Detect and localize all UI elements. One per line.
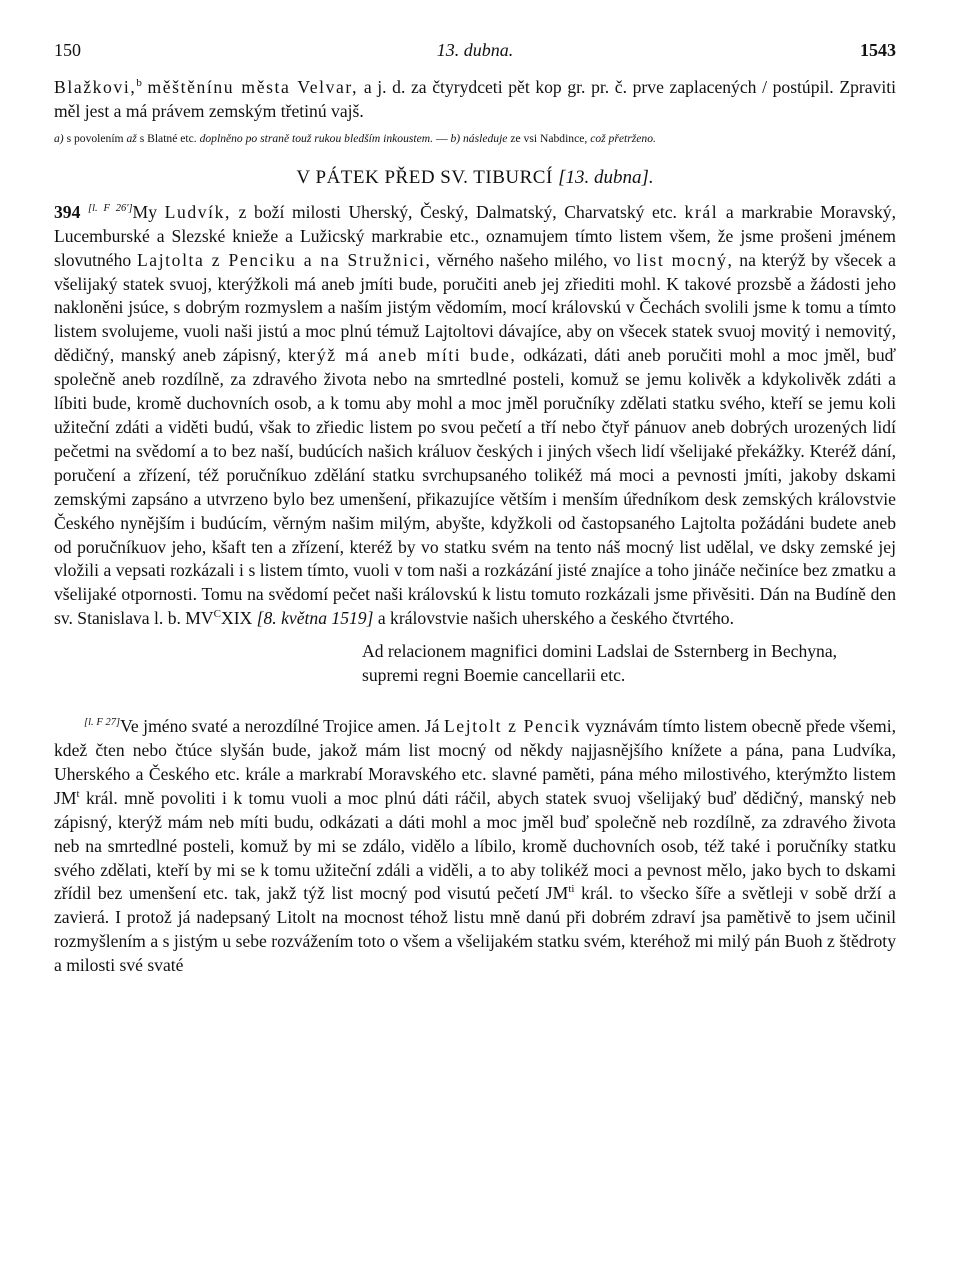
relacio-note: Ad relacionem magnifici domini Ladslai de Ssternberg in Bechyna, supremi regni Boemie cancellarii etc.	[362, 641, 838, 686]
continued-paragraph: Blažkovi,$^b$ měštěnínu města Velvar, a j. d. za čtyrydceti pět kop gr. pr. č. prve zaplacených / postúpil. Zpraviti měl jest a má právem zemským třetinú vajš.	[54, 77, 896, 121]
document-lejtolt: [l. F 27]Ve jméno svaté a nerozdílné Trojice amen. Já Lejtolt z Pencik vyznávám tímto listem obecně předе všemi, kdež čten nebo čtúce slyšán bude, jakož mám list mocný od někdy najjasnějšího knížete a pána, pana Ludvíka, Uherského a Českého etc. krále a markrabí Moravského etc. slavné paměti, pána mého milostivého, kterýmžto listem $JM^t$ král. mně povoliti i k tomu vuoli a moc plnú dáti ráčil, abych statek svuoj všelijaký buď dědičný, manský neb zápisný, kterýž mám neb míti budu, odkázati a dáti mohl a moc jměl buď společně neb rozdílně, za zdravého života neb na smrtedlné posteli, komuž by mi se zdálo, vidělo a líbilo, kromě duchovních osob, též také i poručníky statku svého zdělati, kteří by mi se k tomu užiteční zdáli a viděli, a to aby tolikéž moci a pevnost mělo, jako bych to dskami zřídil bez umenšení etc. tak, jakž týž list mocný pod visutú pečetí $JM^{ti}$ král. to všecko šíře a světleji v sobě drží a zavierá. I protož já nadepsaný Litolt na mocnost téhož listu mně danú při dobrém zdraví jsa pamětivě to jsem učinil rozmyšlením a s jistým u sebe rozvážením toto o všem a všelijakém statku svém, kteréhož mi milý pán Buoh z štědroty a milosti své svaté	[54, 716, 897, 976]
folio-ref-2: [l. F 27]	[84, 717, 121, 729]
section-heading: V PÁTEK PŘED SV. TIBURCÍ [13. dubna].	[296, 166, 654, 188]
note-ref-b: b	[136, 77, 142, 90]
footnotes: a) s povolením až s Blatné etc. doplněno po straně touž rukou bledším inkoustem. — b) následuje ze vsi Nabdince, což přetrženo.	[54, 131, 656, 145]
page-year: 1543	[860, 40, 896, 60]
page-number: 150	[54, 40, 81, 60]
folio-ref: [l. F 26']	[88, 202, 133, 214]
document-page	[54, 40, 896, 978]
document-number: 394	[54, 201, 81, 222]
document-394: 394 [l. F 26']My Ludvík, z boží milosti Uherský, Český, Dalmatský, Charvatský etc. král a markrabie Moravský, Lucemburské a Slezské knieže a Lužicský markrabie etc., oznamujem tímto listem všem, že jsme prošeni jménem slovutného Lajtolta z Penciku a na Stružnici, věrného našeho milého, vo list mocný, na kterýž by všecek a všelijaký statek svuoj, kterýžkoli má aneb jmíti bude, poručiti aneb jej zřiediti mohl. K takové prozsbě a žádosti jeho nakloněni jsúce, s dobrým rozmyslem a naším jistým vědomím, mocí královskú v Čechách svolili jsme k tomu a tímto listem svolujeme, vuoli naši jistú a moc plnú témuž Lajtoltovi dávajíce, aby on všecek statek svuoj movitý i nemovitý, dědičný, manský aneb zápisný, kterýž má aneb míti bude, odkázati, dáti aneb poručiti mohl a moc jměl, buď společně aneb rozdílně, za zdravého života nebo na smrtedlné posteli, komuž se jemu kolivěk a kdykolivěk zdáti a líbiti bude, kromě duchovních osob, a k tomu aby mohl a moc jměl poručníky zdělati statku svého, kteří se jemu koli užiteční zdáti a viděti budú, však to zřiedic listem po svou pečetí a tří nebo čtyř pánuov aneb dobrých urozených lidí pečetmi na svědomí a to bez naší, budúcích našich králuov českých i jiných všech lidí všelijaké překážky. Kteréž dání, poručení a zřízení, též poručníkuo zdělání statku svrchupsaného tolikéž má moci a pevnosti jmíti, jakoby dskami zemskými zapsáno a utvrzeno bylo bez umenšení, přikazujíce větším i menším úředníkom desk zemských královstvie Českého nynějším i budúcím, věrným našim milým, abyšte, kdyžkoli od častopsaného Lajtolta požádáni budete aneb od poručníkuov jeho, kšaft ten a zřízení, kteréž by vo statku svém na tento náš mocný list udělal, ve dsky zemské jej vložili a vepsati rozkázali i s listem tímto, vuoli v tom naši a rozkázání jisté znajíce a toho jináče nečiníce bez zmatku a všelijaké otpornosti. Tomu na svědomí pečet naši královskú k listu tomuto rozkázali jsme přivěsiti. Dán na Budíně den sv. Stanislava l. b. $MV^CXIX$ [8. května 1519] a královstvie našich uherského a českého čtvrtého.	[54, 201, 897, 629]
running-title: 13. dubna.	[436, 40, 514, 60]
page-header	[54, 40, 896, 76]
